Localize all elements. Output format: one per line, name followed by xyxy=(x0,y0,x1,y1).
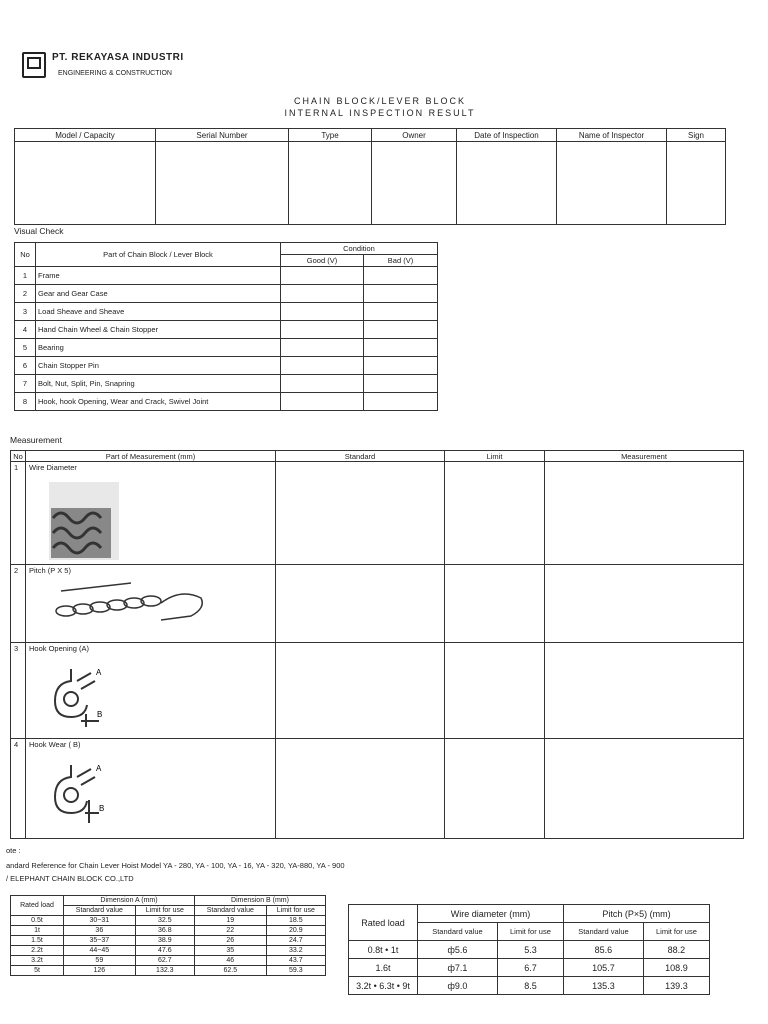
info-header-row xyxy=(15,129,726,142)
header-type: Type xyxy=(289,129,372,142)
b-std-cell: 19 xyxy=(194,916,266,926)
header-owner: Owner xyxy=(372,129,457,142)
pitch-limit-cell: 108.9 xyxy=(643,959,709,977)
visual-header-row xyxy=(15,243,438,255)
visual-row xyxy=(15,303,438,321)
b-limit-cell: 43.7 xyxy=(266,956,325,966)
item-cell xyxy=(26,739,276,839)
header-model: Model / Capacity xyxy=(15,129,156,142)
wire-pitch-table xyxy=(348,904,710,995)
item-part: Load Sheave and Sheave xyxy=(36,303,281,321)
pitch-std-cell: 105.7 xyxy=(563,959,643,977)
visual-row xyxy=(15,339,438,357)
svg-text:A: A xyxy=(96,668,102,677)
good-cell[interactable] xyxy=(281,321,364,339)
rated-cell: 3.2t xyxy=(11,956,64,966)
col-no: No xyxy=(11,451,26,462)
dim-row xyxy=(11,966,326,976)
pitch-limit-cell: 88.2 xyxy=(643,941,709,959)
col-no: No xyxy=(15,243,36,267)
col-part: Part of Measurement (mm) xyxy=(26,451,276,462)
a-limit-cell: 36.8 xyxy=(135,926,194,936)
rated-cell: 0.8t • 1t xyxy=(349,941,418,959)
bad-cell[interactable] xyxy=(364,339,438,357)
model-field[interactable] xyxy=(15,142,156,225)
date-field[interactable] xyxy=(457,142,557,225)
b-std-cell: 26 xyxy=(194,936,266,946)
col-rated: Rated load xyxy=(349,905,418,941)
pitch-limit-cell: 139.3 xyxy=(643,977,709,995)
limit-cell[interactable] xyxy=(445,643,545,739)
col-pitch-std: Standard value xyxy=(563,923,643,941)
good-cell[interactable] xyxy=(281,267,364,285)
wire-std-cell: ф9.0 xyxy=(418,977,498,995)
good-cell[interactable] xyxy=(281,393,364,411)
wire-row xyxy=(349,941,710,959)
title-line-1: CHAIN BLOCK/LEVER BLOCK xyxy=(293,96,467,106)
item-no: 4 xyxy=(15,321,36,339)
item-part: Gear and Gear Case xyxy=(36,285,281,303)
header-serial: Serial Number xyxy=(156,129,289,142)
company-subtitle: ENGINEERING & CONSTRUCTION xyxy=(58,70,172,77)
dim-row xyxy=(11,946,326,956)
visual-row xyxy=(15,267,438,285)
col-dim-a: Dimension A (mm) xyxy=(64,896,195,906)
item-part: Hook Opening (A) xyxy=(29,644,90,653)
col-b-std: Standard value xyxy=(194,906,266,916)
note-reference: andard Reference for Chain Lever Hoist Model YA - 280, YA - 100, YA - 16, YA - 320, YA-880, YA - 900 xyxy=(6,861,345,870)
item-part: Chain Stopper Pin xyxy=(36,357,281,375)
standard-cell[interactable] xyxy=(276,739,445,839)
limit-cell[interactable] xyxy=(445,565,545,643)
measurement-cell[interactable] xyxy=(545,643,744,739)
bad-cell[interactable] xyxy=(364,357,438,375)
standard-cell[interactable] xyxy=(276,462,445,565)
item-part: Hand Chain Wheel & Chain Stopper xyxy=(36,321,281,339)
item-part: Pitch (P X 5) xyxy=(29,566,71,575)
visual-row xyxy=(15,375,438,393)
col-wire: Wire diameter (mm) xyxy=(418,905,564,923)
a-limit-cell: 47.6 xyxy=(135,946,194,956)
a-std-cell: 36 xyxy=(64,926,136,936)
visual-row xyxy=(15,357,438,375)
pitch-std-cell: 85.6 xyxy=(563,941,643,959)
inspector-field[interactable] xyxy=(557,142,667,225)
measurement-cell[interactable] xyxy=(545,739,744,839)
measurement-row xyxy=(11,462,744,565)
visual-row xyxy=(15,393,438,411)
good-cell[interactable] xyxy=(281,357,364,375)
item-no: 3 xyxy=(15,303,36,321)
rated-cell: 3.2t • 6.3t • 9t xyxy=(349,977,418,995)
item-no: 5 xyxy=(15,339,36,357)
col-pitch: Pitch (P×5) (mm) xyxy=(563,905,709,923)
wire-limit-cell: 6.7 xyxy=(497,959,563,977)
good-cell[interactable] xyxy=(281,285,364,303)
good-cell[interactable] xyxy=(281,303,364,321)
visual-check-table xyxy=(14,242,438,411)
visual-check-label: Visual Check xyxy=(14,226,64,236)
item-cell xyxy=(26,643,276,739)
col-b-limit: Limit for use xyxy=(266,906,325,916)
rated-cell: 1t xyxy=(11,926,64,936)
header-inspector: Name of Inspector xyxy=(557,129,667,142)
wire-header-row xyxy=(349,905,710,923)
b-std-cell: 35 xyxy=(194,946,266,956)
a-std-cell: 44~45 xyxy=(64,946,136,956)
a-std-cell: 35~37 xyxy=(64,936,136,946)
visual-row xyxy=(15,285,438,303)
bad-cell[interactable] xyxy=(364,375,438,393)
a-limit-cell: 32.5 xyxy=(135,916,194,926)
svg-text:A: A xyxy=(96,764,102,773)
rated-cell: 1.6t xyxy=(349,959,418,977)
b-std-cell: 22 xyxy=(194,926,266,936)
item-no: 8 xyxy=(15,393,36,411)
wire-limit-cell: 8.5 xyxy=(497,977,563,995)
a-limit-cell: 62.7 xyxy=(135,956,194,966)
measurement-header-row xyxy=(11,451,744,462)
measurement-label: Measurement xyxy=(10,435,62,445)
b-limit-cell: 33.2 xyxy=(266,946,325,956)
a-std-cell: 59 xyxy=(64,956,136,966)
bad-cell[interactable] xyxy=(364,303,438,321)
limit-cell[interactable] xyxy=(445,462,545,565)
info-table xyxy=(14,128,726,225)
owner-field[interactable] xyxy=(372,142,457,225)
bad-cell[interactable] xyxy=(364,321,438,339)
measurement-row xyxy=(11,739,744,839)
rated-cell: 2.2t xyxy=(11,946,64,956)
item-no: 2 xyxy=(11,565,26,643)
item-part: Bearing xyxy=(36,339,281,357)
item-part: Wire Diameter xyxy=(29,463,77,472)
wire-std-cell: ф7.1 xyxy=(418,959,498,977)
col-standard: Standard xyxy=(276,451,445,462)
item-part: Frame xyxy=(36,267,281,285)
col-dim-b: Dimension B (mm) xyxy=(194,896,325,906)
header-date: Date of Inspection xyxy=(457,129,557,142)
note-heading: ote : xyxy=(6,846,21,855)
b-std-cell: 46 xyxy=(194,956,266,966)
good-cell[interactable] xyxy=(281,339,364,357)
b-std-cell: 62.5 xyxy=(194,966,266,976)
col-part: Part of Chain Block / Lever Block xyxy=(36,243,281,267)
chain-pitch-icon xyxy=(41,581,211,631)
rated-cell: 1.5t xyxy=(11,936,64,946)
bad-cell[interactable] xyxy=(364,393,438,411)
dim-row xyxy=(11,956,326,966)
dim-row xyxy=(11,916,326,926)
standard-cell[interactable] xyxy=(276,565,445,643)
note-manufacturer: / ELEPHANT CHAIN BLOCK CO.,LTD xyxy=(6,874,134,883)
info-entry-row xyxy=(15,142,726,225)
limit-cell[interactable] xyxy=(445,739,545,839)
company-logo xyxy=(22,52,46,78)
item-no: 3 xyxy=(11,643,26,739)
item-no: 4 xyxy=(11,739,26,839)
col-pitch-limit: Limit for use xyxy=(643,923,709,941)
standard-cell[interactable] xyxy=(276,643,445,739)
sign-field[interactable] xyxy=(667,142,726,225)
col-a-limit: Limit for use xyxy=(135,906,194,916)
item-no: 7 xyxy=(15,375,36,393)
col-good: Good (V) xyxy=(281,255,364,267)
visual-row xyxy=(15,321,438,339)
a-limit-cell: 132.3 xyxy=(135,966,194,976)
b-limit-cell: 18.5 xyxy=(266,916,325,926)
col-wire-limit: Limit for use xyxy=(497,923,563,941)
col-rated: Rated load xyxy=(11,896,64,916)
hook-diagram-icon xyxy=(41,755,111,825)
measurement-cell[interactable] xyxy=(545,565,744,643)
col-a-std: Standard value xyxy=(64,906,136,916)
hook-diagram-icon xyxy=(41,659,111,729)
item-no: 6 xyxy=(15,357,36,375)
company-name: PT. REKAYASA INDUSTRI xyxy=(52,52,184,63)
dimension-table xyxy=(10,895,326,976)
measurement-table xyxy=(10,450,744,839)
item-part: Hook, hook Opening, Wear and Crack, Swivel Joint xyxy=(36,393,281,411)
serial-field[interactable] xyxy=(156,142,289,225)
dim-row xyxy=(11,926,326,936)
rated-cell: 0.5t xyxy=(11,916,64,926)
item-cell xyxy=(26,565,276,643)
b-limit-cell: 20.9 xyxy=(266,926,325,936)
measurement-row xyxy=(11,565,744,643)
item-no: 1 xyxy=(11,462,26,565)
wire-photo-icon xyxy=(41,478,121,562)
a-std-cell: 126 xyxy=(64,966,136,976)
measurement-cell[interactable] xyxy=(545,462,744,565)
bad-cell[interactable] xyxy=(364,285,438,303)
rated-cell: 5t xyxy=(11,966,64,976)
dim-row xyxy=(11,936,326,946)
a-limit-cell: 38.9 xyxy=(135,936,194,946)
item-part: Hook Wear ( B) xyxy=(29,740,81,749)
b-limit-cell: 24.7 xyxy=(266,936,325,946)
col-wire-std: Standard value xyxy=(418,923,498,941)
wire-row xyxy=(349,977,710,995)
wire-limit-cell: 5.3 xyxy=(497,941,563,959)
document-title xyxy=(250,95,510,119)
col-bad: Bad (V) xyxy=(364,255,438,267)
good-cell[interactable] xyxy=(281,375,364,393)
type-field[interactable] xyxy=(289,142,372,225)
col-condition: Condition xyxy=(281,243,438,255)
bad-cell[interactable] xyxy=(364,267,438,285)
measurement-row xyxy=(11,643,744,739)
pitch-std-cell: 135.3 xyxy=(563,977,643,995)
title-line-2: INTERNAL INSPECTION RESULT xyxy=(284,108,476,118)
item-cell xyxy=(26,462,276,565)
col-limit: Limit xyxy=(445,451,545,462)
svg-text:B: B xyxy=(97,710,103,719)
b-limit-cell: 59.3 xyxy=(266,966,325,976)
col-measurement: Measurement xyxy=(545,451,744,462)
wire-std-cell: ф5.6 xyxy=(418,941,498,959)
dim-header-row xyxy=(11,896,326,906)
item-part: Bolt, Nut, Split, Pin, Snapring xyxy=(36,375,281,393)
a-std-cell: 30~31 xyxy=(64,916,136,926)
header-sign: Sign xyxy=(667,129,726,142)
wire-row xyxy=(349,959,710,977)
item-no: 1 xyxy=(15,267,36,285)
svg-text:B: B xyxy=(99,804,105,813)
item-no: 2 xyxy=(15,285,36,303)
